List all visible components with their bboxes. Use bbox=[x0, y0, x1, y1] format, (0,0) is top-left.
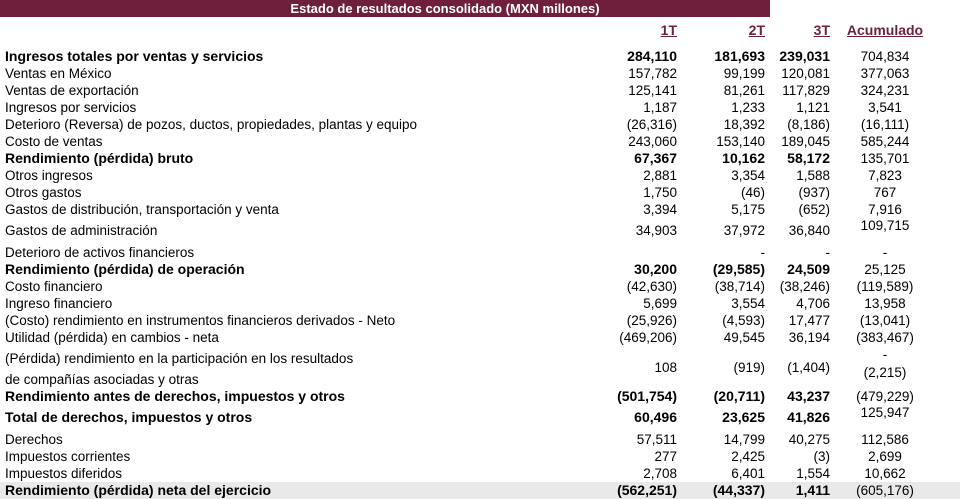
cell-2t: 99,199 bbox=[723, 66, 765, 81]
cell-2t: 6,401 bbox=[731, 466, 765, 481]
table-title bbox=[0, 0, 770, 17]
cell-acumulado: 125,947 bbox=[860, 405, 910, 420]
row-label: Rendimiento antes de derechos, impuestos y otros bbox=[5, 388, 345, 404]
cell-1t: 34,903 bbox=[635, 223, 677, 238]
cell-2t: (919) bbox=[733, 360, 765, 375]
cell-2t: 1,233 bbox=[731, 100, 765, 115]
cell-acumulado: 112,586 bbox=[861, 432, 909, 447]
cell-3t: (1,404) bbox=[787, 360, 830, 375]
row-label: Total de derechos, impuestos y otros bbox=[5, 409, 253, 425]
cell-acumulado: 585,244 bbox=[860, 134, 910, 149]
cell-2t: (44,337) bbox=[712, 482, 765, 498]
row-label: Impuestos corrientes bbox=[5, 449, 131, 464]
cell-acumulado: 2,699 bbox=[868, 449, 902, 464]
cell-3t: 58,172 bbox=[787, 150, 830, 166]
cell-3t: 4,706 bbox=[796, 296, 830, 311]
cell-acumulado: 7,916 bbox=[868, 202, 902, 217]
cell-acumulado: (16,111) bbox=[860, 117, 910, 132]
cell-1t: 3,394 bbox=[643, 202, 677, 217]
cell-1t: 277 bbox=[654, 449, 677, 464]
row-label: Deterioro (Reversa) de pozos, ductos, propiedades, plantas y equipo bbox=[5, 117, 417, 132]
cell-acumulado: 767 bbox=[873, 185, 897, 200]
cell-acumulado: 377,063 bbox=[860, 66, 910, 81]
cell-acumulado: - bbox=[882, 347, 888, 362]
table-row bbox=[0, 347, 960, 388]
cell-1t: 2,881 bbox=[643, 168, 677, 183]
cell-2t: 3,554 bbox=[731, 296, 765, 311]
cell-acumulado: - bbox=[882, 245, 888, 260]
cell-acumulado-continued: (2,215) bbox=[863, 365, 907, 380]
cell-acumulado: (605,176) bbox=[856, 483, 914, 498]
column-header-2t: 2T bbox=[748, 22, 765, 38]
cell-1t: (25,926) bbox=[626, 313, 677, 328]
cell-2t: 14,799 bbox=[723, 432, 765, 447]
cell-1t: 60,496 bbox=[634, 409, 677, 425]
table-row-total bbox=[0, 482, 960, 499]
cell-acumulado: 109,715 bbox=[860, 218, 910, 233]
cell-acumulado: 3,541 bbox=[868, 100, 902, 115]
cell-1t: 2,708 bbox=[643, 466, 677, 481]
column-header-3t: 3T bbox=[813, 22, 830, 38]
row-label: Impuestos diferidos bbox=[5, 466, 123, 481]
cell-2t: 37,972 bbox=[723, 223, 765, 238]
cell-3t: 41,826 bbox=[787, 409, 830, 425]
cell-acumulado: (119,589) bbox=[856, 279, 914, 294]
cell-acumulado: 135,701 bbox=[860, 151, 910, 166]
cell-2t: 23,625 bbox=[722, 409, 765, 425]
table-title-text: Estado de resultados consolidado (MXN millones) bbox=[290, 1, 600, 16]
cell-acumulado: (13,041) bbox=[859, 313, 911, 328]
cell-2t: 81,261 bbox=[723, 83, 765, 98]
cell-2t: (29,585) bbox=[712, 261, 765, 277]
cell-3t: 1,411 bbox=[795, 482, 830, 498]
cell-2t: (4,593) bbox=[722, 313, 765, 328]
row-label: Ventas de exportación bbox=[5, 83, 139, 98]
cell-1t: (26,316) bbox=[626, 117, 677, 132]
cell-1t: 1,187 bbox=[643, 100, 677, 115]
row-label: Derechos bbox=[5, 432, 63, 447]
row-label: Rendimiento (pérdida) de operación bbox=[5, 261, 245, 277]
cell-3t: 189,045 bbox=[781, 134, 830, 149]
row-label: Ingresos totales por ventas y servicios bbox=[5, 48, 264, 64]
cell-1t: (42,630) bbox=[626, 279, 677, 294]
cell-2t: 2,425 bbox=[731, 449, 765, 464]
cell-1t: 243,060 bbox=[628, 134, 677, 149]
cell-1t: 57,511 bbox=[636, 432, 677, 447]
cell-2t: 5,175 bbox=[731, 202, 765, 217]
column-header-acumulado: Acumulado bbox=[846, 22, 924, 38]
cell-3t: - bbox=[825, 245, 830, 260]
row-label: Utilidad (pérdida) en cambios - neta bbox=[5, 330, 219, 345]
cell-2t: (38,714) bbox=[714, 279, 765, 294]
row-label: Deterioro de activos financieros bbox=[5, 245, 195, 260]
cell-3t: (38,246) bbox=[779, 279, 830, 294]
row-label: Costo financiero bbox=[5, 279, 103, 294]
cell-3t: 36,840 bbox=[788, 223, 830, 238]
cell-2t: 18,392 bbox=[723, 117, 765, 132]
cell-3t: 239,031 bbox=[779, 48, 830, 64]
cell-3t: 1,554 bbox=[796, 466, 830, 481]
cell-3t: 1,121 bbox=[796, 100, 830, 115]
cell-1t: 125,141 bbox=[628, 83, 677, 98]
cell-acumulado: (479,229) bbox=[856, 389, 914, 404]
cell-1t: (562,251) bbox=[617, 482, 677, 498]
row-label: Ingreso financiero bbox=[5, 296, 113, 311]
cell-2t: (46) bbox=[740, 185, 765, 200]
cell-3t: 40,275 bbox=[788, 432, 830, 447]
cell-acumulado: 704,834 bbox=[860, 49, 910, 64]
row-label: Rendimiento (pérdida) bruto bbox=[5, 150, 194, 166]
row-label: Rendimiento (pérdida) neta del ejercicio bbox=[5, 482, 272, 498]
cell-acumulado: 7,823 bbox=[868, 168, 902, 183]
cell-3t: 1,588 bbox=[796, 168, 830, 183]
cell-acumulado: 25,125 bbox=[864, 262, 906, 277]
cell-3t: 117,829 bbox=[782, 83, 830, 98]
row-label-continued: de compañías asociadas y otras bbox=[5, 372, 199, 387]
cell-3t: 17,477 bbox=[788, 313, 830, 328]
cell-acumulado: 13,958 bbox=[864, 296, 906, 311]
row-label: Otros ingresos bbox=[5, 168, 93, 183]
cell-3t: (652) bbox=[798, 202, 830, 217]
cell-2t: 49,545 bbox=[723, 330, 765, 345]
cell-acumulado: 324,231 bbox=[860, 83, 910, 98]
cell-3t: 24,509 bbox=[787, 261, 830, 277]
cell-3t: 120,081 bbox=[781, 66, 830, 81]
cell-acumulado: (383,467) bbox=[856, 330, 914, 345]
cell-1t: (469,206) bbox=[619, 330, 677, 345]
cell-2t: - bbox=[760, 245, 765, 260]
cell-1t: 67,367 bbox=[634, 150, 677, 166]
cell-3t: (937) bbox=[798, 185, 830, 200]
cell-1t: 30,200 bbox=[634, 261, 677, 277]
row-label: Costo de ventas bbox=[5, 134, 103, 149]
row-label: Ventas en México bbox=[5, 66, 112, 81]
row-label: Gastos de distribución, transportación y venta bbox=[5, 202, 279, 217]
cell-2t: 181,693 bbox=[714, 48, 765, 64]
cell-2t: 10,162 bbox=[722, 150, 765, 166]
cell-3t: (3) bbox=[813, 449, 830, 464]
cell-2t: (20,711) bbox=[713, 388, 765, 404]
row-label: Otros gastos bbox=[5, 185, 82, 200]
cell-1t: 1,750 bbox=[643, 185, 677, 200]
row-label: (Costo) rendimiento en instrumentos financieros derivados - Neto bbox=[5, 313, 396, 328]
column-header-1t: 1T bbox=[660, 22, 677, 38]
cell-3t: 36,194 bbox=[788, 330, 830, 345]
cell-1t: 157,782 bbox=[628, 66, 677, 81]
cell-1t: 284,110 bbox=[627, 48, 677, 64]
row-label: (Pérdida) rendimiento en la participación en los resultados bbox=[5, 351, 354, 366]
cell-3t: (8,186) bbox=[787, 117, 830, 132]
cell-acumulado: 10,662 bbox=[864, 466, 906, 481]
row-label: Gastos de administración bbox=[5, 223, 158, 238]
cell-1t: 108 bbox=[654, 360, 677, 375]
cell-2t: 153,140 bbox=[716, 134, 765, 149]
cell-1t: 5,699 bbox=[643, 296, 677, 311]
cell-1t: (501,754) bbox=[617, 388, 677, 404]
cell-2t: 3,354 bbox=[731, 168, 765, 183]
row-label: Ingresos por servicios bbox=[5, 100, 137, 115]
cell-3t: 43,237 bbox=[787, 388, 830, 404]
